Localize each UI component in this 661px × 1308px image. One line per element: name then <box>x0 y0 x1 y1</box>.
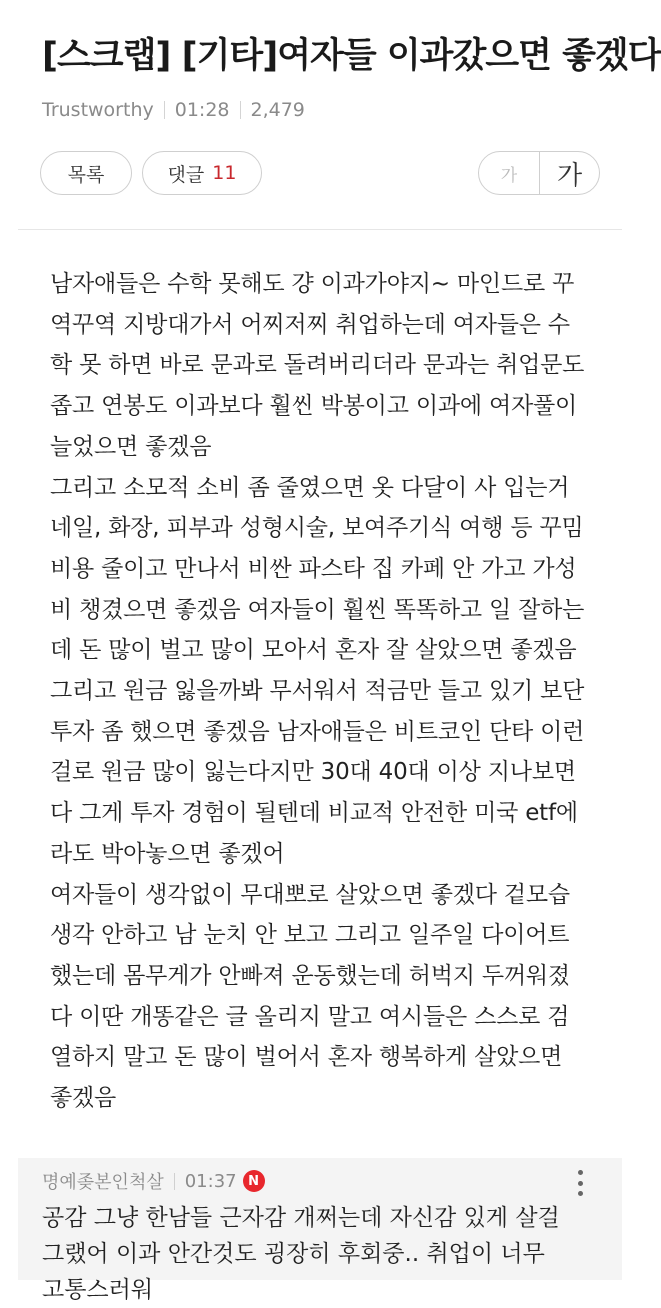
article-paragraph: 그리고 소모적 소비 좀 줄였으면 옷 다달이 사 입는거 네일, 화장, 피부과 성형시술, 보여주기식 여행 등 꾸밈 비용 줄이고 만나서 비싼 파스타 집 카페 안 가고 가성 비 챙겼으면 좋겠음 여자들이 훨씬 똑똑하고 일 잘하는 데 돈 많이 벌고 많이 모아서 혼자 잘 살았으면 좋겠음 <box>50 474 585 664</box>
article-paragraph: 그리고 원금 잃을까봐 무서워서 적금만 들고 있기 보단 투자 좀 했으면 좋겠음 남자애들은 비트코인 단타 이런 걸로 원금 많이 잃는다지만 30대 40대 이상 지나보면 다 그게 투자 경험이 될텐데 비교적 안전한 미국 etf에 라도 박아놓으면 좋겠어 <box>50 678 585 867</box>
comment-meta <box>42 1168 265 1194</box>
comment-button-label: 댓글 <box>167 163 205 186</box>
meta-divider <box>240 101 241 119</box>
list-button[interactable] <box>40 151 132 195</box>
list-button-label: 목록 <box>67 163 105 186</box>
article-body <box>50 264 605 1119</box>
dot <box>578 1170 583 1175</box>
article-title: [스크랩] [기타]여자들 이과갔으면 좋겠다 <box>42 36 661 76</box>
more-vertical-icon[interactable] <box>572 1170 588 1196</box>
meta-divider <box>164 101 165 119</box>
article-views: 2,479 <box>250 99 305 121</box>
font-large-button[interactable]: 가 <box>556 160 583 191</box>
comment-time: 01:37 <box>184 1170 237 1192</box>
comment-button[interactable] <box>142 151 262 195</box>
comment-body: 공감 그냥 한남들 근자감 개쩌는데 자신감 있게 살걸 그랬어 이과 안간것도 굉장히 후회중.. 취업이 너무 고통스러워 <box>42 1205 560 1303</box>
article-meta <box>42 96 305 124</box>
article-paragraph: 남자애들은 수학 못해도 걍 이과가야지~ 마인드로 꾸 역꾸역 지방대가서 어찌저찌 취업하는데 여자들은 수 학 못 하면 바로 문과로 돌려버리더라 문과는 취업문도 좁고 연봉도 이과보다 훨씬 박봉이고 이과에 여자풀이 늘었으면 좋겠음 <box>50 271 585 460</box>
font-small-button[interactable]: 가 <box>479 152 540 194</box>
dot <box>578 1191 583 1196</box>
header-divider <box>18 229 622 230</box>
article-time: 01:28 <box>174 99 230 121</box>
article-paragraph: 여자들이 생각없이 무대뽀로 살았으면 좋겠다 겉모습 생각 안하고 남 눈치 안 보고 그리고 일주일 다이어트 했는데 몸무게가 안빠져 운동했는데 허벅지 두꺼워졌 다 이딴 개똥같은 글 올리지 말고 여시들은 스스로 검 열하지 말고 돈 많이 벌어서 혼자 행복하게 살았으면 좋겠음 <box>50 881 570 1112</box>
dot <box>578 1181 583 1186</box>
comment-count: 11 <box>212 162 237 184</box>
comment-author[interactable]: 명예좆본인척살 <box>42 1172 164 1193</box>
meta-divider <box>174 1173 175 1190</box>
new-badge-icon: N <box>243 1170 265 1192</box>
font-size-toggle <box>478 151 600 195</box>
article-author[interactable]: Trustworthy <box>42 99 154 121</box>
